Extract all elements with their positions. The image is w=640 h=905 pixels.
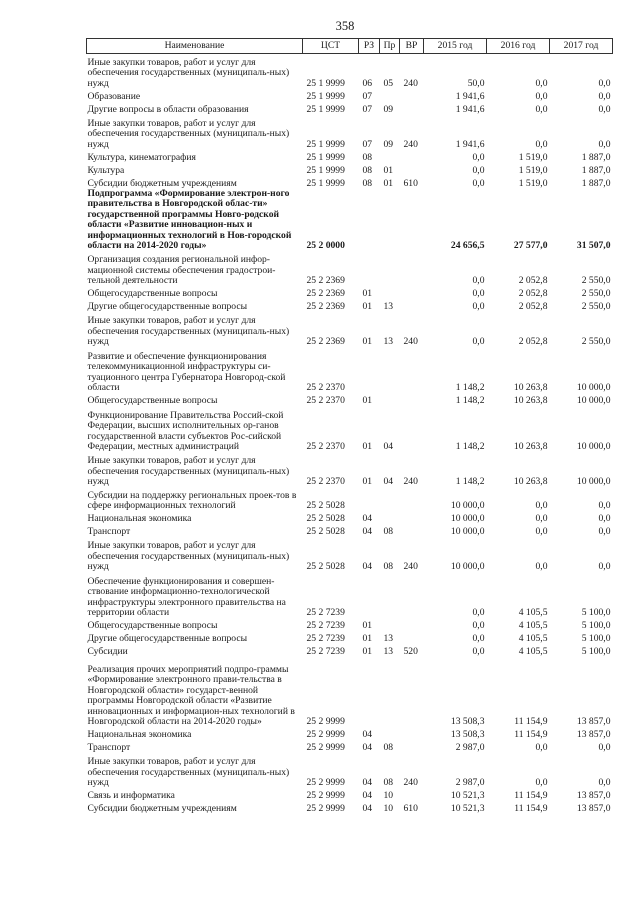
row-value-2016: 27 577,0: [513, 240, 548, 252]
table-row: [87, 572, 613, 618]
row-cst: 25 2 2369: [306, 275, 345, 287]
row-value-2017: 1 887,0: [581, 151, 611, 163]
row-name: Функционирование Правительства Россий-ской Федерации, высших исполнительных ор-ганов государственной власти субъектов Рос-сийской Федерации, местных администраций: [87, 409, 284, 453]
row-cst: 25 2 9999: [306, 803, 345, 815]
row-value-2017: 13 857,0: [576, 803, 611, 815]
row-value-2017: 0,0: [598, 742, 611, 754]
row-cst: 25 2 5028: [306, 561, 345, 573]
header-pr: Пр: [380, 39, 400, 54]
row-vr: 610: [403, 177, 418, 189]
row-rz: 01: [362, 633, 373, 645]
row-vr: [400, 572, 424, 618]
row-vr: 240: [403, 77, 418, 89]
row-value-2017: 10 000,0: [576, 441, 611, 453]
row-name: Обеспечение функционирования и совершен-ствование информационно-технологической инфраструктуры электронного правительства на территории области: [87, 575, 286, 619]
row-pr: [380, 189, 400, 251]
row-value-2017: 13 857,0: [576, 716, 611, 728]
table-row: [87, 727, 613, 740]
row-vr: 240: [403, 777, 418, 789]
row-vr: 520: [403, 646, 418, 658]
table-row: [87, 150, 613, 163]
row-value-2017: 13 857,0: [576, 790, 611, 802]
row-name: Субсидии на поддержку региональных проек-тов в сфере информационных технологий: [87, 489, 297, 512]
row-value-2015: 1 148,2: [455, 441, 485, 453]
row-vr: [400, 286, 424, 299]
row-cst: 25 1 9999: [306, 90, 345, 102]
row-pr: 01: [383, 177, 394, 189]
row-rz: 01: [362, 301, 373, 313]
row-vr: [400, 150, 424, 163]
row-name: Другие вопросы в области образования: [87, 103, 249, 115]
row-value-2017: 10 000,0: [576, 395, 611, 407]
header-cst: ЦСТ: [303, 39, 359, 54]
row-pr: [380, 487, 400, 511]
row-cst: 25 2 9999: [306, 742, 345, 754]
row-value-2016: 1 519,0: [518, 177, 548, 189]
row-rz: 01: [362, 336, 373, 348]
row-pr: 04: [383, 441, 394, 453]
row-rz: 04: [362, 803, 373, 815]
row-value-2016: 0,0: [535, 138, 548, 150]
row-rz: 06: [362, 77, 373, 89]
row-value-2015: 1 941,6: [455, 103, 485, 115]
row-value-2016: 0,0: [535, 526, 548, 538]
table-body: [87, 54, 613, 815]
row-cst: 25 2 7239: [306, 620, 345, 632]
row-pr: 13: [383, 336, 394, 348]
row-vr: [400, 524, 424, 537]
row-rz: 04: [362, 777, 373, 789]
row-pr: 09: [383, 138, 394, 150]
row-rz: 01: [362, 646, 373, 658]
table-row: [87, 801, 613, 814]
row-name: Транспорт: [87, 526, 131, 538]
table-row: [87, 251, 613, 286]
row-rz: 08: [362, 151, 373, 163]
table-row: [87, 644, 613, 657]
row-rz: [359, 657, 380, 727]
row-value-2017: 2 550,0: [581, 275, 611, 287]
row-rz: 04: [362, 513, 373, 525]
row-value-2016: 4 105,5: [518, 607, 548, 619]
row-pr: 08: [383, 777, 394, 789]
row-name: Другие общегосударственные вопросы: [87, 301, 248, 313]
row-name: Культура: [87, 164, 125, 176]
row-pr: 08: [383, 526, 394, 538]
row-value-2017: 0,0: [598, 138, 611, 150]
row-value-2015: 0,0: [472, 633, 485, 645]
row-vr: [400, 631, 424, 644]
table-row: [87, 54, 613, 90]
row-value-2015: 0,0: [472, 288, 485, 300]
row-value-2017: 2 550,0: [581, 301, 611, 313]
row-cst: 25 1 9999: [306, 77, 345, 89]
row-name: Иные закупки товаров, работ и услуг для обеспечения государственных (муниципаль-ных) нужд: [87, 540, 290, 573]
row-value-2016: 4 105,5: [518, 646, 548, 658]
row-value-2017: 0,0: [598, 90, 611, 102]
row-pr: 13: [383, 301, 394, 313]
row-rz: [359, 189, 380, 251]
row-vr: [400, 511, 424, 524]
row-rz: [359, 251, 380, 286]
row-value-2016: 2 052,8: [518, 288, 548, 300]
row-value-2016: 1 519,0: [518, 151, 548, 163]
row-pr: [380, 618, 400, 631]
row-value-2015: 10 521,3: [450, 803, 485, 815]
row-cst: 25 2 2370: [306, 441, 345, 453]
row-name: Субсидии: [87, 646, 128, 658]
row-pr: 01: [383, 164, 394, 176]
row-vr: 240: [403, 561, 418, 573]
header-2016: 2016 год: [487, 39, 550, 54]
row-cst: 25 2 7239: [306, 633, 345, 645]
table-row: [87, 452, 613, 487]
row-value-2015: 1 941,6: [455, 90, 485, 102]
row-value-2015: 0,0: [472, 164, 485, 176]
table-row: [87, 189, 613, 251]
header-2017: 2017 год: [550, 39, 613, 54]
row-pr: [380, 657, 400, 727]
row-value-2015: 0,0: [472, 177, 485, 189]
table-row: [87, 286, 613, 299]
row-rz: 04: [362, 790, 373, 802]
table-header: [87, 39, 613, 54]
row-cst: 25 2 7239: [306, 607, 345, 619]
budget-table: [86, 38, 613, 814]
row-pr: 08: [383, 561, 394, 573]
table-row: [87, 524, 613, 537]
row-cst: 25 1 9999: [306, 177, 345, 189]
row-name: Субсидии бюджетным учреждениям: [87, 177, 237, 189]
row-vr: 610: [403, 803, 418, 815]
row-cst: 25 1 9999: [306, 164, 345, 176]
table-row: [87, 740, 613, 753]
row-cst: 25 1 9999: [306, 138, 345, 150]
row-cst: 25 2 2370: [306, 395, 345, 407]
row-value-2016: 0,0: [535, 742, 548, 754]
row-value-2017: 0,0: [598, 561, 611, 573]
row-value-2017: 1 887,0: [581, 177, 611, 189]
row-value-2017: 31 507,0: [576, 240, 611, 252]
row-cst: 25 2 5028: [306, 500, 345, 512]
table-row: [87, 487, 613, 511]
row-pr: [380, 511, 400, 524]
row-value-2016: 10 263,8: [513, 382, 548, 394]
row-vr: 240: [403, 138, 418, 150]
header-name: Наименование: [87, 39, 303, 54]
row-value-2015: 10 000,0: [450, 500, 485, 512]
table-row: [87, 511, 613, 524]
row-value-2015: 50,0: [467, 77, 485, 89]
row-cst: 25 2 5028: [306, 513, 345, 525]
row-value-2015: 13 508,3: [450, 729, 485, 741]
table-row: [87, 537, 613, 572]
row-value-2017: 0,0: [598, 513, 611, 525]
row-rz: 01: [362, 476, 373, 488]
row-value-2015: 0,0: [472, 301, 485, 313]
row-pr: [380, 727, 400, 740]
row-value-2017: 0,0: [598, 103, 611, 115]
row-vr: [400, 727, 424, 740]
row-value-2016: 0,0: [535, 77, 548, 89]
row-name: Иные закупки товаров, работ и услуг для обеспечения государственных (муниципаль-ных) нужд: [87, 756, 290, 789]
row-value-2015: 10 000,0: [450, 526, 485, 538]
row-cst: 25 1 9999: [306, 103, 345, 115]
row-pr: [380, 393, 400, 406]
header-vr: ВР: [400, 39, 424, 54]
row-rz: 08: [362, 177, 373, 189]
row-name: Развитие и обеспечение функционирования телекоммуникационной инфраструктуры си-туационного центра Губернатора Новгород-ской области: [87, 350, 286, 394]
row-value-2015: 1 148,2: [455, 476, 485, 488]
row-pr: 13: [383, 646, 394, 658]
row-value-2015: 0,0: [472, 607, 485, 619]
row-cst: 25 2 9999: [306, 777, 345, 789]
row-rz: 01: [362, 395, 373, 407]
row-value-2015: 0,0: [472, 646, 485, 658]
row-value-2017: 2 550,0: [581, 336, 611, 348]
row-pr: [380, 572, 400, 618]
row-name: Связь и информатика: [87, 790, 175, 802]
header-2015: 2015 год: [424, 39, 487, 54]
row-name: Иные закупки товаров, работ и услуг для обеспечения государственных (муниципаль-ных) нужд: [87, 455, 290, 488]
row-name: Транспорт: [87, 742, 131, 754]
row-pr: [380, 251, 400, 286]
row-rz: 01: [362, 288, 373, 300]
row-vr: [400, 299, 424, 312]
row-cst: 25 2 5028: [306, 526, 345, 538]
table-row: [87, 631, 613, 644]
row-name: Образование: [87, 90, 141, 102]
row-cst: 25 2 2369: [306, 336, 345, 348]
row-value-2016: 0,0: [535, 561, 548, 573]
row-value-2015: 10 000,0: [450, 561, 485, 573]
row-value-2015: 0,0: [472, 275, 485, 287]
row-rz: 08: [362, 164, 373, 176]
row-name: Иные закупки товаров, работ и услуг для обеспечения государственных (муниципаль-ных) нужд: [87, 56, 290, 89]
row-value-2016: 11 154,9: [514, 790, 548, 802]
row-pr: [380, 286, 400, 299]
row-value-2015: 13 508,3: [450, 716, 485, 728]
row-value-2017: 0,0: [598, 77, 611, 89]
row-value-2015: 2 987,0: [455, 742, 485, 754]
row-vr: [400, 487, 424, 511]
row-value-2015: 24 656,5: [450, 240, 485, 252]
table-row: [87, 163, 613, 176]
row-name: Общегосударственные вопросы: [87, 620, 218, 632]
row-value-2016: 10 263,8: [513, 395, 548, 407]
row-value-2016: 10 263,8: [513, 441, 548, 453]
row-pr: 13: [383, 633, 394, 645]
row-cst: 25 2 9999: [306, 716, 345, 728]
row-value-2016: 10 263,8: [513, 476, 548, 488]
row-value-2017: 10 000,0: [576, 476, 611, 488]
row-name: Общегосударственные вопросы: [87, 395, 218, 407]
row-value-2015: 10 521,3: [450, 790, 485, 802]
row-rz: 04: [362, 729, 373, 741]
table-row: [87, 406, 613, 452]
row-rz: [359, 347, 380, 393]
page-number: 358: [335, 19, 355, 33]
table-row: [87, 312, 613, 347]
row-cst: 25 2 9999: [306, 790, 345, 802]
row-cst: 25 2 2369: [306, 301, 345, 313]
row-vr: [400, 657, 424, 727]
row-rz: 04: [362, 526, 373, 538]
row-value-2017: 10 000,0: [576, 382, 611, 394]
row-name: Субсидии бюджетным учреждениям: [87, 803, 237, 815]
row-value-2017: 0,0: [598, 500, 611, 512]
row-rz: 04: [362, 561, 373, 573]
row-vr: [400, 102, 424, 115]
row-value-2016: 0,0: [535, 777, 548, 789]
row-pr: 10: [383, 790, 394, 802]
row-cst: 25 2 9999: [306, 729, 345, 741]
row-pr: 08: [383, 742, 394, 754]
row-cst: 25 2 2370: [306, 382, 345, 394]
row-value-2015: 2 987,0: [455, 777, 485, 789]
row-value-2017: 5 100,0: [581, 620, 611, 632]
table-row: [87, 657, 613, 727]
row-pr: [380, 347, 400, 393]
table-row: [87, 788, 613, 801]
row-vr: 240: [403, 476, 418, 488]
row-rz: 01: [362, 441, 373, 453]
row-value-2016: 11 154,9: [514, 729, 548, 741]
row-name: Иные закупки товаров, работ и услуг для обеспечения государственных (муниципаль-ных) нужд: [87, 315, 290, 348]
table-row: [87, 299, 613, 312]
row-value-2016: 4 105,5: [518, 620, 548, 632]
header-rz: РЗ: [359, 39, 380, 54]
row-vr: [400, 393, 424, 406]
row-name: Подпрограмма «Формирование электрон-ного правительства в Новгородской облас-ти» государственной программы Новго-родской области «Развитие инновацион-ных и информационных технологий в Нов-городской области на 2014-2020 годы»: [87, 188, 292, 252]
row-cst: 25 2 7239: [306, 646, 345, 658]
row-name: Реализация прочих мероприятий подпро-граммы «Формирование электронного прави-тельства в Новгородской области» государст-венной программы Новгородской области «Развитие инновационных и информацион-ных технологий в Новгородской области на 2014-2020 годы»: [87, 664, 295, 728]
row-value-2016: 1 519,0: [518, 164, 548, 176]
row-name: Организация создания региональной инфор-мационной системы обеспечения градострои-тельной деятельности: [87, 254, 276, 287]
row-name: Другие общегосударственные вопросы: [87, 633, 248, 645]
row-pr: 10: [383, 803, 394, 815]
row-vr: 240: [403, 336, 418, 348]
row-value-2016: 0,0: [535, 500, 548, 512]
row-value-2015: 1 148,2: [455, 382, 485, 394]
row-value-2015: 10 000,0: [450, 513, 485, 525]
row-name: Национальная экономика: [87, 729, 192, 741]
row-value-2017: 0,0: [598, 777, 611, 789]
row-vr: [400, 618, 424, 631]
row-value-2017: 5 100,0: [581, 646, 611, 658]
row-pr: 04: [383, 476, 394, 488]
row-cst: 25 2 0000: [306, 240, 345, 252]
row-value-2015: 0,0: [472, 151, 485, 163]
row-value-2017: 1 887,0: [581, 164, 611, 176]
row-rz: 07: [362, 90, 373, 102]
table-row: [87, 89, 613, 102]
row-name: Общегосударственные вопросы: [87, 288, 218, 300]
row-pr: 09: [383, 103, 394, 115]
row-vr: [400, 189, 424, 251]
row-value-2015: 1 941,6: [455, 138, 485, 150]
row-pr: 05: [383, 77, 394, 89]
row-value-2015: 0,0: [472, 336, 485, 348]
row-rz: 07: [362, 138, 373, 150]
table-row: [87, 347, 613, 393]
row-name: Культура, кинематография: [87, 151, 196, 163]
row-name: Иные закупки товаров, работ и услуг для обеспечения государственных (муниципаль-ных) нужд: [87, 117, 290, 150]
row-value-2016: 2 052,8: [518, 275, 548, 287]
table-row: [87, 753, 613, 788]
row-vr: [400, 163, 424, 176]
row-value-2016: 2 052,8: [518, 336, 548, 348]
row-rz: [359, 572, 380, 618]
table-row: [87, 618, 613, 631]
row-value-2017: 5 100,0: [581, 607, 611, 619]
row-rz: 04: [362, 742, 373, 754]
row-name: Национальная экономика: [87, 513, 192, 525]
row-value-2016: 11 154,9: [514, 716, 548, 728]
row-value-2016: 4 105,5: [518, 633, 548, 645]
row-value-2016: 0,0: [535, 513, 548, 525]
row-pr: [380, 150, 400, 163]
row-value-2016: 11 154,9: [514, 803, 548, 815]
row-value-2015: 0,0: [472, 620, 485, 632]
table-row: [87, 115, 613, 150]
row-value-2015: 1 148,2: [455, 395, 485, 407]
row-value-2016: 2 052,8: [518, 301, 548, 313]
row-pr: [380, 89, 400, 102]
row-value-2017: 5 100,0: [581, 633, 611, 645]
row-vr: [400, 788, 424, 801]
table-row: [87, 102, 613, 115]
row-rz: 07: [362, 103, 373, 115]
row-cst: 25 1 9999: [306, 151, 345, 163]
row-vr: [400, 406, 424, 452]
row-vr: [400, 251, 424, 286]
row-value-2017: 13 857,0: [576, 729, 611, 741]
row-vr: [400, 740, 424, 753]
row-value-2016: 0,0: [535, 90, 548, 102]
row-rz: [359, 487, 380, 511]
row-value-2017: 0,0: [598, 526, 611, 538]
row-rz: 01: [362, 620, 373, 632]
row-vr: [400, 347, 424, 393]
table-row: [87, 393, 613, 406]
row-vr: [400, 89, 424, 102]
row-value-2017: 2 550,0: [581, 288, 611, 300]
row-cst: 25 2 2370: [306, 476, 345, 488]
row-cst: 25 2 2369: [306, 288, 345, 300]
row-value-2016: 0,0: [535, 103, 548, 115]
